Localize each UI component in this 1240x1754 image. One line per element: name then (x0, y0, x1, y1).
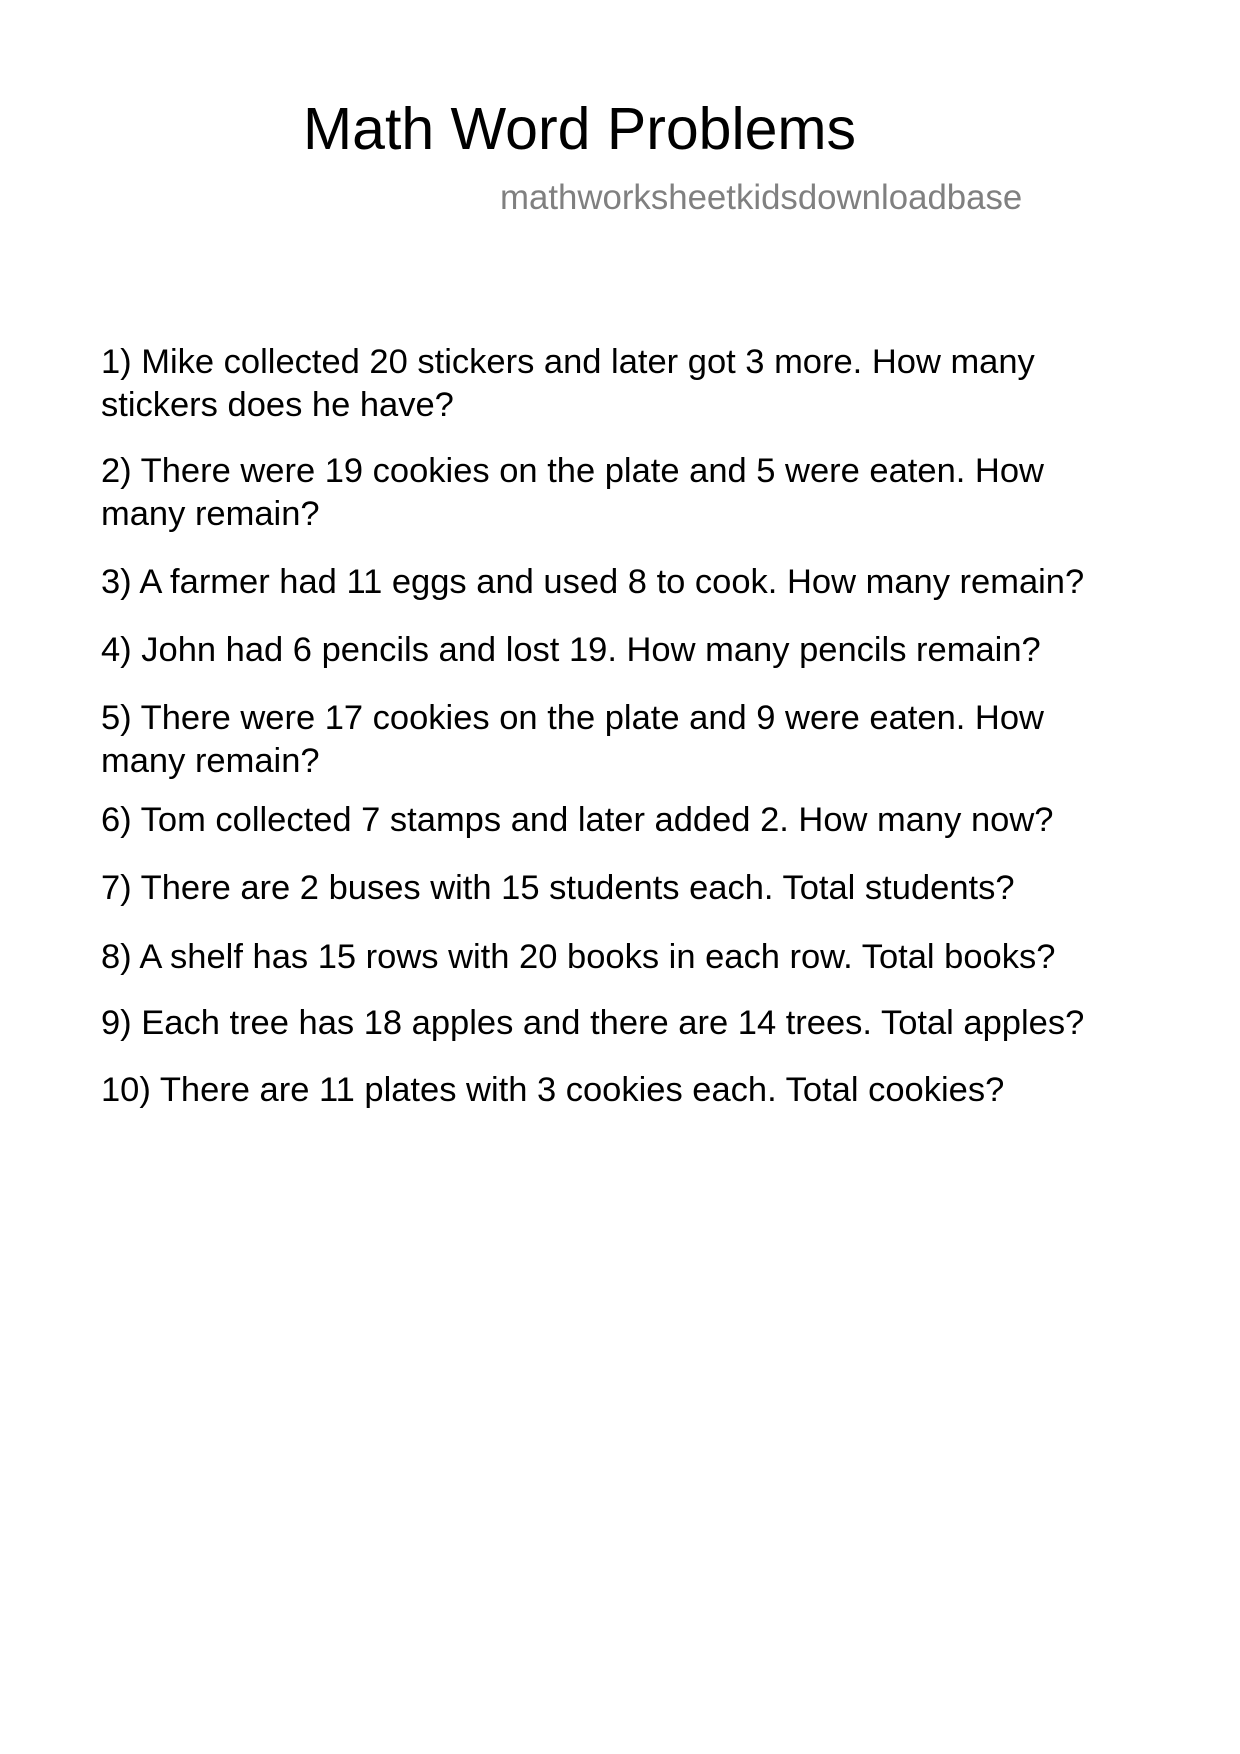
problem-4: 4) John had 6 pencils and lost 19. How many pencils remain? (101, 631, 1041, 669)
problem-5: 5) There were 17 cookies on the plate and 9 were eaten. How many remain? (101, 699, 1044, 780)
problem-8: 8) A shelf has 15 rows with 20 books in each row. Total books? (101, 938, 1056, 976)
problem-7: 7) There are 2 buses with 15 students each. Total students? (101, 869, 1015, 907)
source-watermark: mathworksheetkidsdownloadbase (500, 178, 1023, 217)
page-title: Math Word Problems (303, 96, 857, 162)
problem-3: 3) A farmer had 11 eggs and used 8 to cook. How many remain? (101, 563, 1085, 601)
problem-9: 9) Each tree has 18 apples and there are 14 trees. Total apples? (101, 1004, 1085, 1042)
problem-1: 1) Mike collected 20 stickers and later got 3 more. How many stickers does he have? (101, 343, 1035, 424)
problem-2: 2) There were 19 cookies on the plate and 5 were eaten. How many remain? (101, 452, 1044, 533)
problem-6: 6) Tom collected 7 stamps and later added 2. How many now? (101, 801, 1054, 839)
problem-10: 10) There are 11 plates with 3 cookies each. Total cookies? (101, 1071, 1005, 1109)
